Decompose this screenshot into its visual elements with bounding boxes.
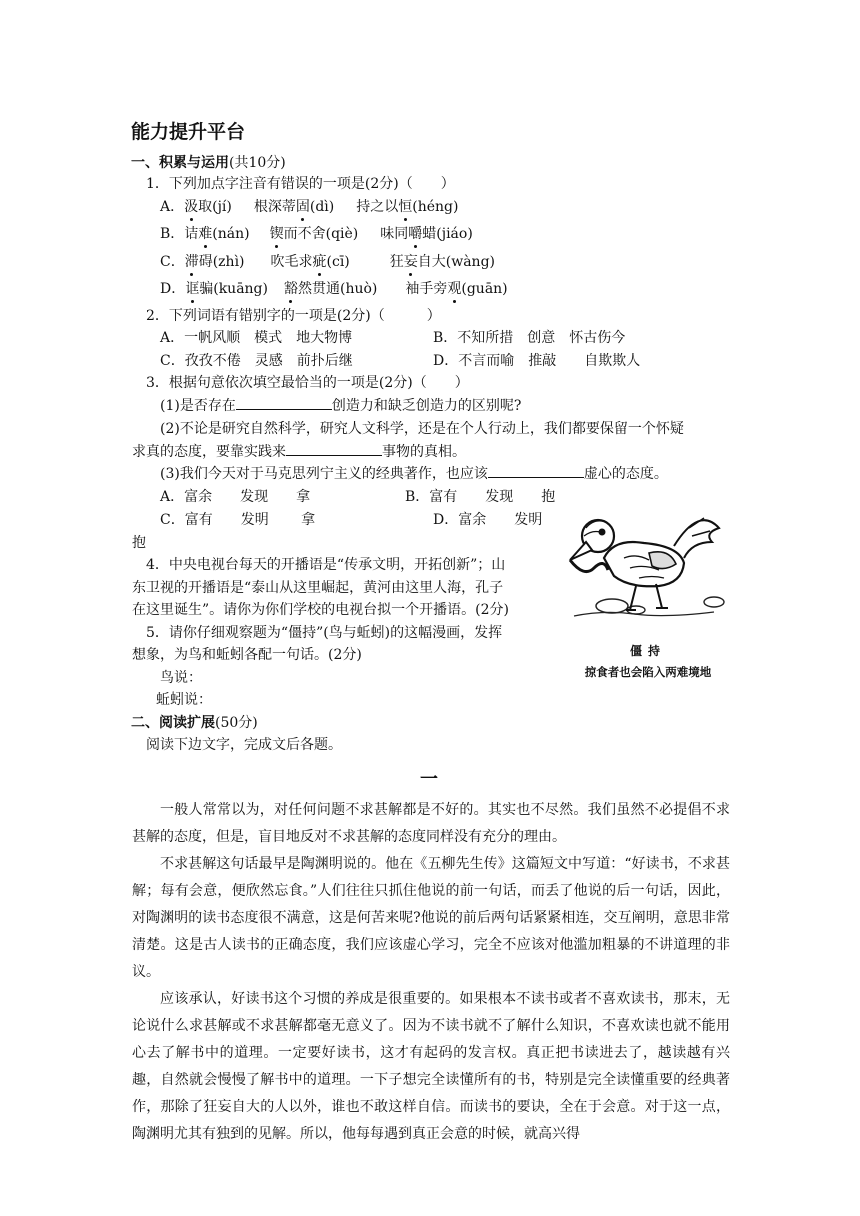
cartoon-figure xyxy=(564,498,732,684)
dotted-char: 难 xyxy=(198,223,212,245)
dotted-char: 恒 xyxy=(398,196,412,218)
sentence-text: (1)是否存在 xyxy=(160,398,236,414)
option-text: (guān) xyxy=(461,281,508,297)
q1-option-d xyxy=(160,278,508,300)
bird-says-label: 鸟说： xyxy=(160,670,202,686)
q2-option-d: D．不言而喻 推敲 自欺欺人 xyxy=(433,353,641,369)
section-title: 一、积累与运用 xyxy=(131,155,229,171)
option-text: 骗(kuāng) xyxy=(199,281,268,297)
option-label: D． xyxy=(160,281,186,297)
q2-option-b: B．不知所措 创意 怀古伤今 xyxy=(433,330,626,346)
option-text: (nán) xyxy=(212,226,250,242)
q2-option-a: A．一帆风顺 模式 地大物博 xyxy=(160,330,353,346)
option-text: (dì) xyxy=(309,199,335,215)
section-heading xyxy=(131,152,286,172)
option-label: B． xyxy=(160,226,185,242)
option-text: 吹毛求 xyxy=(270,254,313,270)
sentence-text: 事物的真相。 xyxy=(382,444,466,460)
option-text: 味同 xyxy=(380,226,409,242)
cartoon-caption-title: 僵持 xyxy=(629,644,666,658)
sentence-text: 创造力和缺乏创造力的区别呢? xyxy=(331,398,522,414)
option-text: 狂 xyxy=(389,254,404,270)
option-text: 取(jí) xyxy=(198,199,232,215)
q2-option-c: C．孜孜不倦 灵感 前扑后继 xyxy=(160,353,353,369)
fill-blank xyxy=(488,463,584,478)
question-1-stem: 1．下列加点字注音有错误的一项是(2分)（ ） xyxy=(146,176,455,192)
question-4-line-2: 东卫视的开播语是“泰山从这里崛起，黄河由这里人海，孔子 xyxy=(132,580,504,596)
option-label: C． xyxy=(160,254,185,270)
section-heading xyxy=(131,712,258,732)
stone-icon xyxy=(596,599,628,613)
q3-sentence-3 xyxy=(160,463,668,485)
q3-sentence-2-line-1: (2)不论是研究自然科学，研究人文科学，还是在个人行动上，我们都要保留一个怀疑 xyxy=(160,421,684,437)
passage-paragraph: 一般人常常以为，对任何问题不求甚解都是不好的。其实也不尽然。我们虽然不必提倡不求甚解的态度，但是，盲目地反对不求甚解的态度同样没有充分的理由。 xyxy=(132,802,730,845)
option-text: 而不舍(qiè) xyxy=(283,226,359,242)
dotted-char: 汲 xyxy=(184,196,198,218)
dotted-char: 妄 xyxy=(404,251,418,273)
fill-blank xyxy=(236,395,332,410)
worm-says-label: 蚯蚓说： xyxy=(156,692,212,708)
dotted-char: 豁 xyxy=(284,278,298,300)
section-title: 二、阅读扩展 xyxy=(131,715,215,731)
sentence-text: 求真的态度，要靠实践来 xyxy=(132,444,286,460)
passage-paragraph: 不求甚解这句话最早是陶渊明说的。他在《五柳先生传》这篇短文中写道：“好读书，不求甚解；每有会意，便欣然忘食。”人们往往只抓住他说的前一句话，而丢了他说的后一句话，因此，对陶渊明的读书态度很不满意，这是何苦来呢?他说的前后两句话紧紧相连，交互阐明，意思非常清楚。这是古人读书的正确态度，我们应该虚心学习，完全不应该对他滥加粗暴的不讲道理的非议。 xyxy=(132,856,730,980)
bird-eye-icon xyxy=(599,529,606,536)
q3-option-c: C．富有 发明 拿 xyxy=(160,512,316,528)
q3-option-d-tail: 抱 xyxy=(132,535,146,551)
option-text: 袖手旁 xyxy=(405,281,448,297)
question-3-stem: 3．根据句意依次填空最恰当的一项是(2分)（ ） xyxy=(146,375,469,391)
q3-option-a: A．富余 发现 拿 xyxy=(160,489,311,505)
page-title: 能力提升平台 xyxy=(131,121,246,143)
bird-and-worm-illustration xyxy=(564,498,732,638)
option-label: A． xyxy=(160,199,185,215)
question-4-line-1: 4．中央电视台每天的开播语是“传承文明，开拓创新”；山 xyxy=(146,557,506,573)
option-text: 持之以 xyxy=(356,199,399,215)
option-text: 根深蒂 xyxy=(253,199,296,215)
question-5-line-1: 5．请你仔细观察题为“僵持”(鸟与蚯蚓)的这幅漫画，发挥 xyxy=(146,625,503,641)
passage-paragraph: 应该承认，好读书这个习惯的养成是很重要的。如果根本不读书或者不喜欢读书，那末，无论说什么求甚解或不求甚解都毫无意义了。因为不读书就不了解什么知识，不喜欢读也就不能用心去了解书中的道理。一定要好读书，这才有起码的发言权。真正把书读进去了，越读越有兴趣，自然就会慢慢了解书中的道理。一下子想完全读懂所有的书，特别是完全读懂重要的经典著作，那除了狂妄自大的人以外，谁也不敢这样自信。而读书的要诀，全在于会意。对于这一点，陶渊明尤其有独到的见解。所以，他每每遇到真正会意的时候，就高兴得 xyxy=(132,991,730,1142)
option-text: 蜡(jiáo) xyxy=(422,226,473,242)
dotted-char: 滞 xyxy=(185,251,199,273)
option-text: 碍(zhì) xyxy=(198,254,245,270)
q1-option-c xyxy=(160,251,495,273)
q1-option-b xyxy=(160,223,473,245)
option-text: 诘 xyxy=(184,226,199,242)
option-text: (cī) xyxy=(326,254,350,270)
dotted-char: 固 xyxy=(296,196,310,218)
dotted-char: 锲 xyxy=(270,223,284,245)
q3-option-d: D．富余 发明 xyxy=(433,512,543,528)
q3-sentence-2-line-2 xyxy=(132,441,466,463)
fill-blank xyxy=(286,441,382,456)
dotted-char: 诓 xyxy=(185,278,199,300)
q3-sentence-1 xyxy=(160,395,521,417)
reading-instruction: 阅读下边文字，完成文后各题。 xyxy=(146,737,342,753)
passage-number: 一 xyxy=(420,769,438,790)
sentence-text: (3)我们今天对于马克思列宁主义的经典著作，也应该 xyxy=(160,466,488,482)
option-text: 自大(wàng) xyxy=(417,254,495,270)
sentence-text: 虚心的态度。 xyxy=(583,466,668,482)
q1-option-a xyxy=(160,196,458,218)
worm-icon xyxy=(570,560,608,572)
option-text: (héng) xyxy=(412,199,459,215)
question-2-stem: 2．下列词语有错别字的一项是(2分)（ ） xyxy=(146,308,441,324)
dotted-char: 疵 xyxy=(313,251,327,273)
dotted-char: 嚼 xyxy=(408,223,422,245)
question-5-line-2: 想象，为鸟和蚯蚓各配一句话。(2分) xyxy=(132,647,362,663)
option-text: 然贯通(huò) xyxy=(297,281,378,297)
stone-icon xyxy=(704,597,724,607)
q3-option-b: B．富有 发现 抱 xyxy=(405,489,556,505)
question-4-line-3: 在这里诞生”。请你为你们学校的电视台拟一个开播语。(2分) xyxy=(132,602,509,618)
section-score: (50分) xyxy=(215,715,258,731)
dotted-char: 观 xyxy=(447,278,461,300)
cartoon-caption-subtitle: 掠食者也会陷入两难境地 xyxy=(584,665,712,679)
section-score: (共10分) xyxy=(229,155,286,171)
